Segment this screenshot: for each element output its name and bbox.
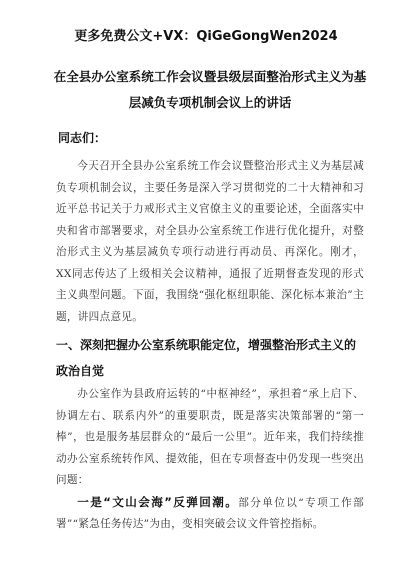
greeting: 同志们： xyxy=(58,131,107,145)
point-one-lead: 一是“文山会海”反弹回潮。 xyxy=(77,494,239,509)
section-one-paragraph: 办公室作为县政府运转的“中枢神经”，承担着“承上启下、协调左右、联系内外”的重要职责，既是落实决策部署的“第一棒”，也是服务基层群众的“最后一公里”。近年来，我们持续推动办公室系统转作风、提效能，但在专项督查中仍发现一些突出问题： xyxy=(56,388,364,486)
intro-paragraph: 今天召开全县办公室系统工作会议暨整治形式主义为基层减负专项机制会议，主要任务是深入学习贯彻党的二十大精神和习近平总书记关于力戒形式主义官僚主义的重要论述，全面落实中央和省市部署要求，对全县办公室系统工作进行优化提升，对整治形式主义为基层减负专项行动进行再动员、再深化。刚才，XX同志传达了上级相关会议精神，通报了近期督查发现的形式主义典型问题。下面，我围绕“强化枢纽职能、深化标本兼治”主题，讲四点意见。 xyxy=(56,160,364,323)
point-one-text: 部分单位以“专项工作部署”“紧急任务传达”为由，变相突破会议文件管控指标。 xyxy=(56,496,364,530)
point-one-paragraph xyxy=(56,492,364,536)
document-title: 在全县办公室系统工作会议暨县级层面整治形式主义为基层减负专项机制会议上的讲话 xyxy=(53,69,367,110)
page-header: 更多免费公文+VX：QiGeGongWen2024 xyxy=(74,29,338,44)
section-one-heading: 一、深刻把握办公室系统职能定位，增强整治形式主义的政治自觉 xyxy=(56,338,357,378)
